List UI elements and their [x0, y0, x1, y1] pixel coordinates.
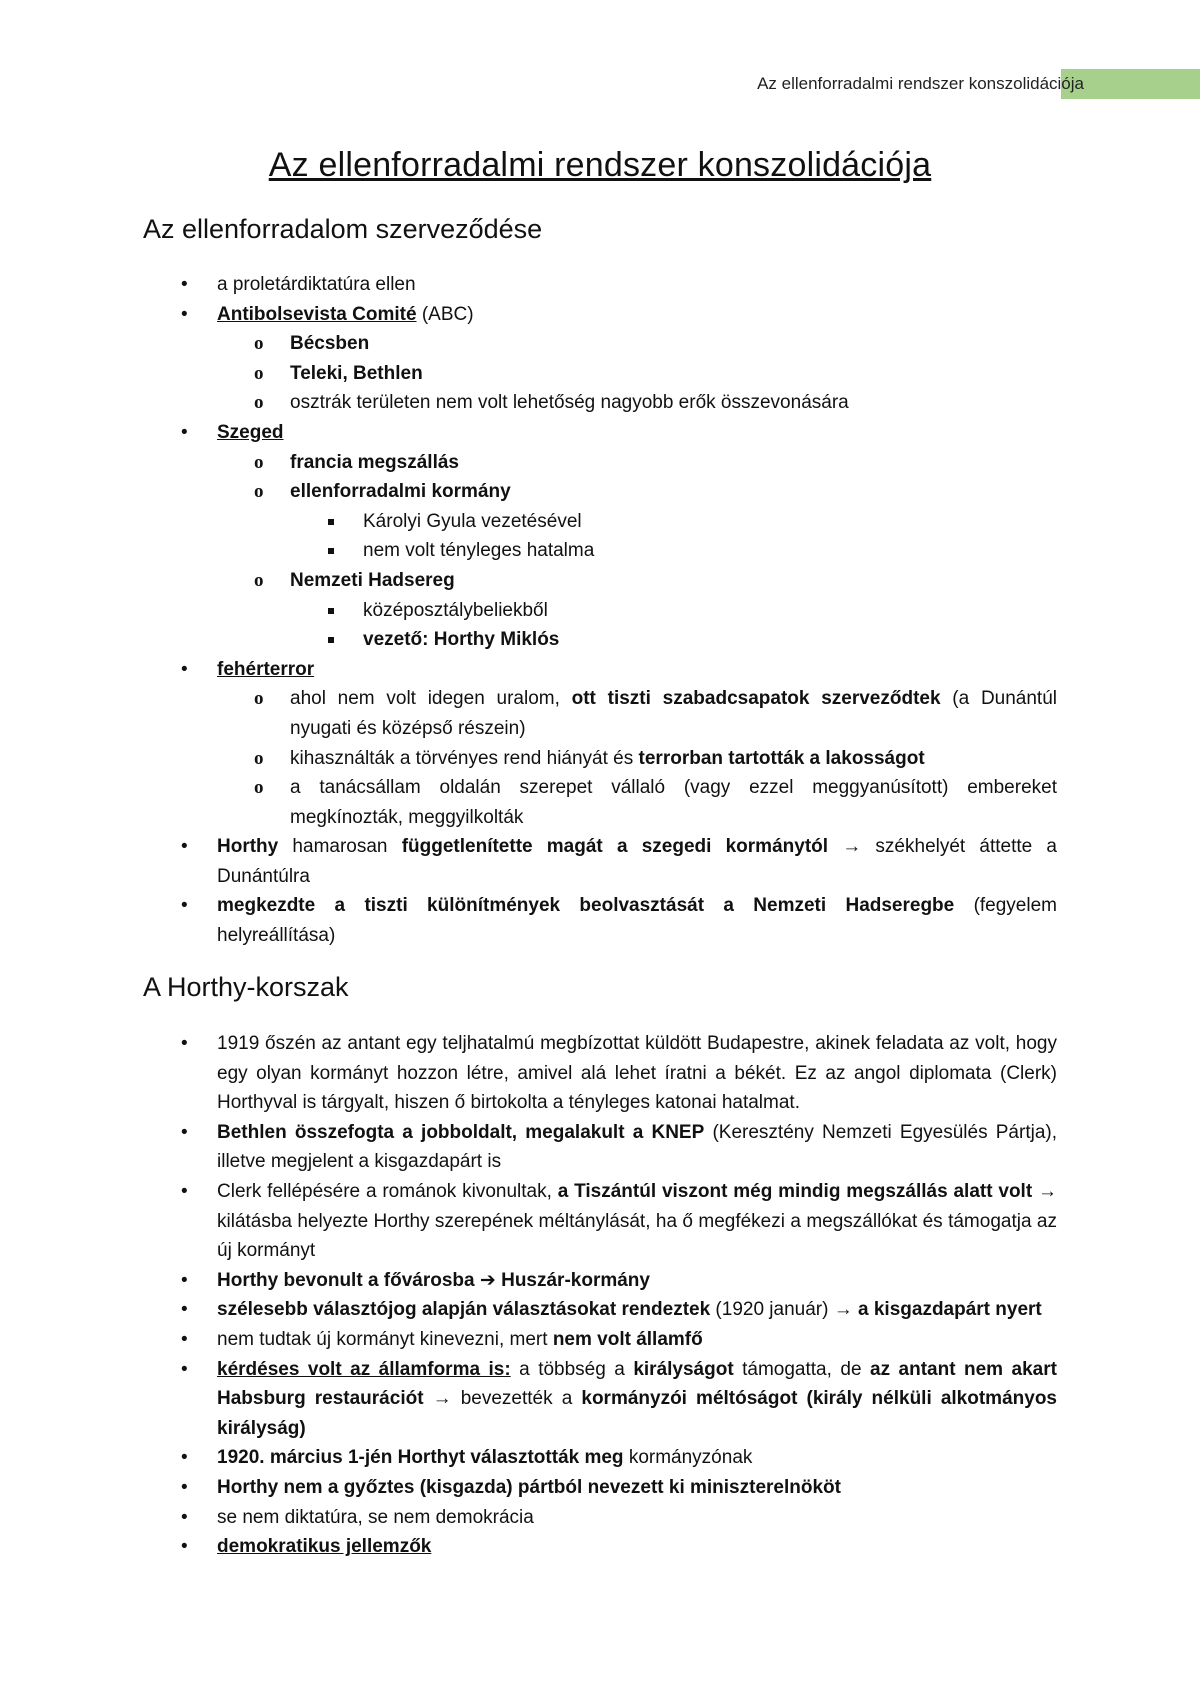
list-item: • Bethlen összefogta a jobboldalt, megalakult a KNEP (Keresztény Nemzeti Egyesülés Pártja), illetve megjelent a kisgazdapárt is	[143, 1118, 1057, 1177]
list-item: • fehérterror o ahol nem volt idegen uralom, ott tiszti szabadcsapatok szerveződtek (a Dunántúl nyugati és középső részein) o kihasználták a törvényes rend hiányát és terrorban tartották a lakosságot o a tanácsállam oldalán szerepet vállaló (vagy ezzel meggyanúsított) embereket megkínozták, meggyilkolták	[143, 655, 1057, 833]
list-item: • Horthy nem a győztes (kisgazda) pártból nevezett ki miniszterelnököt	[143, 1473, 1057, 1503]
sub-sub-list-item: Károlyi Gyula vezetésével	[290, 507, 1057, 537]
section-heading-horthy-era: A Horthy-korszak	[143, 972, 349, 1002]
sub-list-item: o Bécsben	[217, 329, 1057, 359]
page-title: Az ellenforradalmi rendszer konszolidációja	[268, 146, 932, 184]
list-item: • megkezdte a tiszti különítmények beolvasztását a Nemzeti Hadseregbe (fegyelem helyreállítása)	[143, 891, 1057, 950]
running-header: Az ellenforradalmi rendszer konszolidációja	[757, 74, 1084, 93]
list-item: • 1920. március 1-jén Horthyt választották meg kormányzónak	[143, 1443, 1057, 1473]
sub-sub-list-item: vezető: Horthy Miklós	[290, 625, 1057, 655]
sub-list-item: o Teleki, Bethlen	[217, 359, 1057, 389]
sub-list-item: o Nemzeti Hadsereg középosztálybeliekből vezető: Horthy Miklós	[217, 566, 1057, 655]
section-heading-organization: Az ellenforradalom szerveződése	[143, 214, 543, 244]
list-item: • Horthy hamarosan függetlenítette magát a szegedi kormánytól → székhelyét áttette a Dunántúlra	[143, 832, 1057, 891]
sub-list-item: o osztrák területen nem volt lehetőség nagyobb erők összevonására	[217, 388, 1057, 418]
list-item: • nem tudtak új kormányt kinevezni, mert nem volt államfő	[143, 1325, 1057, 1355]
section-2-list	[143, 1029, 1057, 1562]
list-item: • Antibolsevista Comité (ABC) o Bécsben o Teleki, Bethlen o osztrák területen nem volt lehetőség nagyobb erők összevonására	[143, 300, 1057, 418]
list-item: • se nem diktatúra, se nem demokrácia	[143, 1503, 1057, 1533]
sub-list-item: o ellenforradalmi kormány Károlyi Gyula vezetésével nem volt tényleges hatalma	[217, 477, 1057, 566]
sub-list-item: o a tanácsállam oldalán szerepet vállaló (vagy ezzel meggyanúsított) embereket megkínozták, meggyilkolták	[217, 773, 1057, 832]
sub-sub-list-item: nem volt tényleges hatalma	[290, 536, 1057, 566]
list-item: • Horthy bevonult a fővárosba ➔ Huszár-kormány	[143, 1266, 1057, 1296]
list-item: • kérdéses volt az államforma is: a többség a királyságot támogatta, de az antant nem akart Habsburg restaurációt → bevezették a kormányzói méltóságot (király nélküli alkotmányos királyság)	[143, 1355, 1057, 1444]
list-item: • Clerk fellépésére a románok kivonultak, a Tiszántúl viszont még mindig megszállás alatt volt → kilátásba helyezte Horthy szerepének méltánylását, ha ő megfékezi a megszállókat és támogatja az új kormányt	[143, 1177, 1057, 1266]
sub-list-item: o francia megszállás	[217, 448, 1057, 478]
sub-list-item: o kihasználták a törvényes rend hiányát és terrorban tartották a lakosságot	[217, 744, 1057, 774]
list-item: • Szeged o francia megszállás o ellenforradalmi kormány Károlyi Gyula vezetésével nem volt tényleges hatalma o Nemzeti Hadsereg középosztálybeliekből vezető: Horthy Miklós	[143, 418, 1057, 655]
section-1-list	[143, 270, 1057, 951]
list-item: • a proletárdiktatúra ellen	[143, 270, 1057, 300]
list-item: • 1919 őszén az antant egy teljhatalmú megbízottat küldött Budapestre, akinek feladata az volt, hogy egy olyan kormányt hozzon létre, amivel alá lehet íratni a békét. Ez az angol diplomata (Clerk) Horthyval is tárgyalt, hiszen ő birtokolta a tényleges katonai hatalmat.	[143, 1029, 1057, 1118]
list-item: • szélesebb választójog alapján választásokat rendeztek (1920 január) → a kisgazdapárt nyert	[143, 1295, 1057, 1325]
sub-list-item: o ahol nem volt idegen uralom, ott tiszti szabadcsapatok szerveződtek (a Dunántúl nyugati és középső részein)	[217, 684, 1057, 743]
sub-sub-list-item: középosztálybeliekből	[290, 596, 1057, 626]
list-item: • demokratikus jellemzők	[143, 1532, 1057, 1562]
